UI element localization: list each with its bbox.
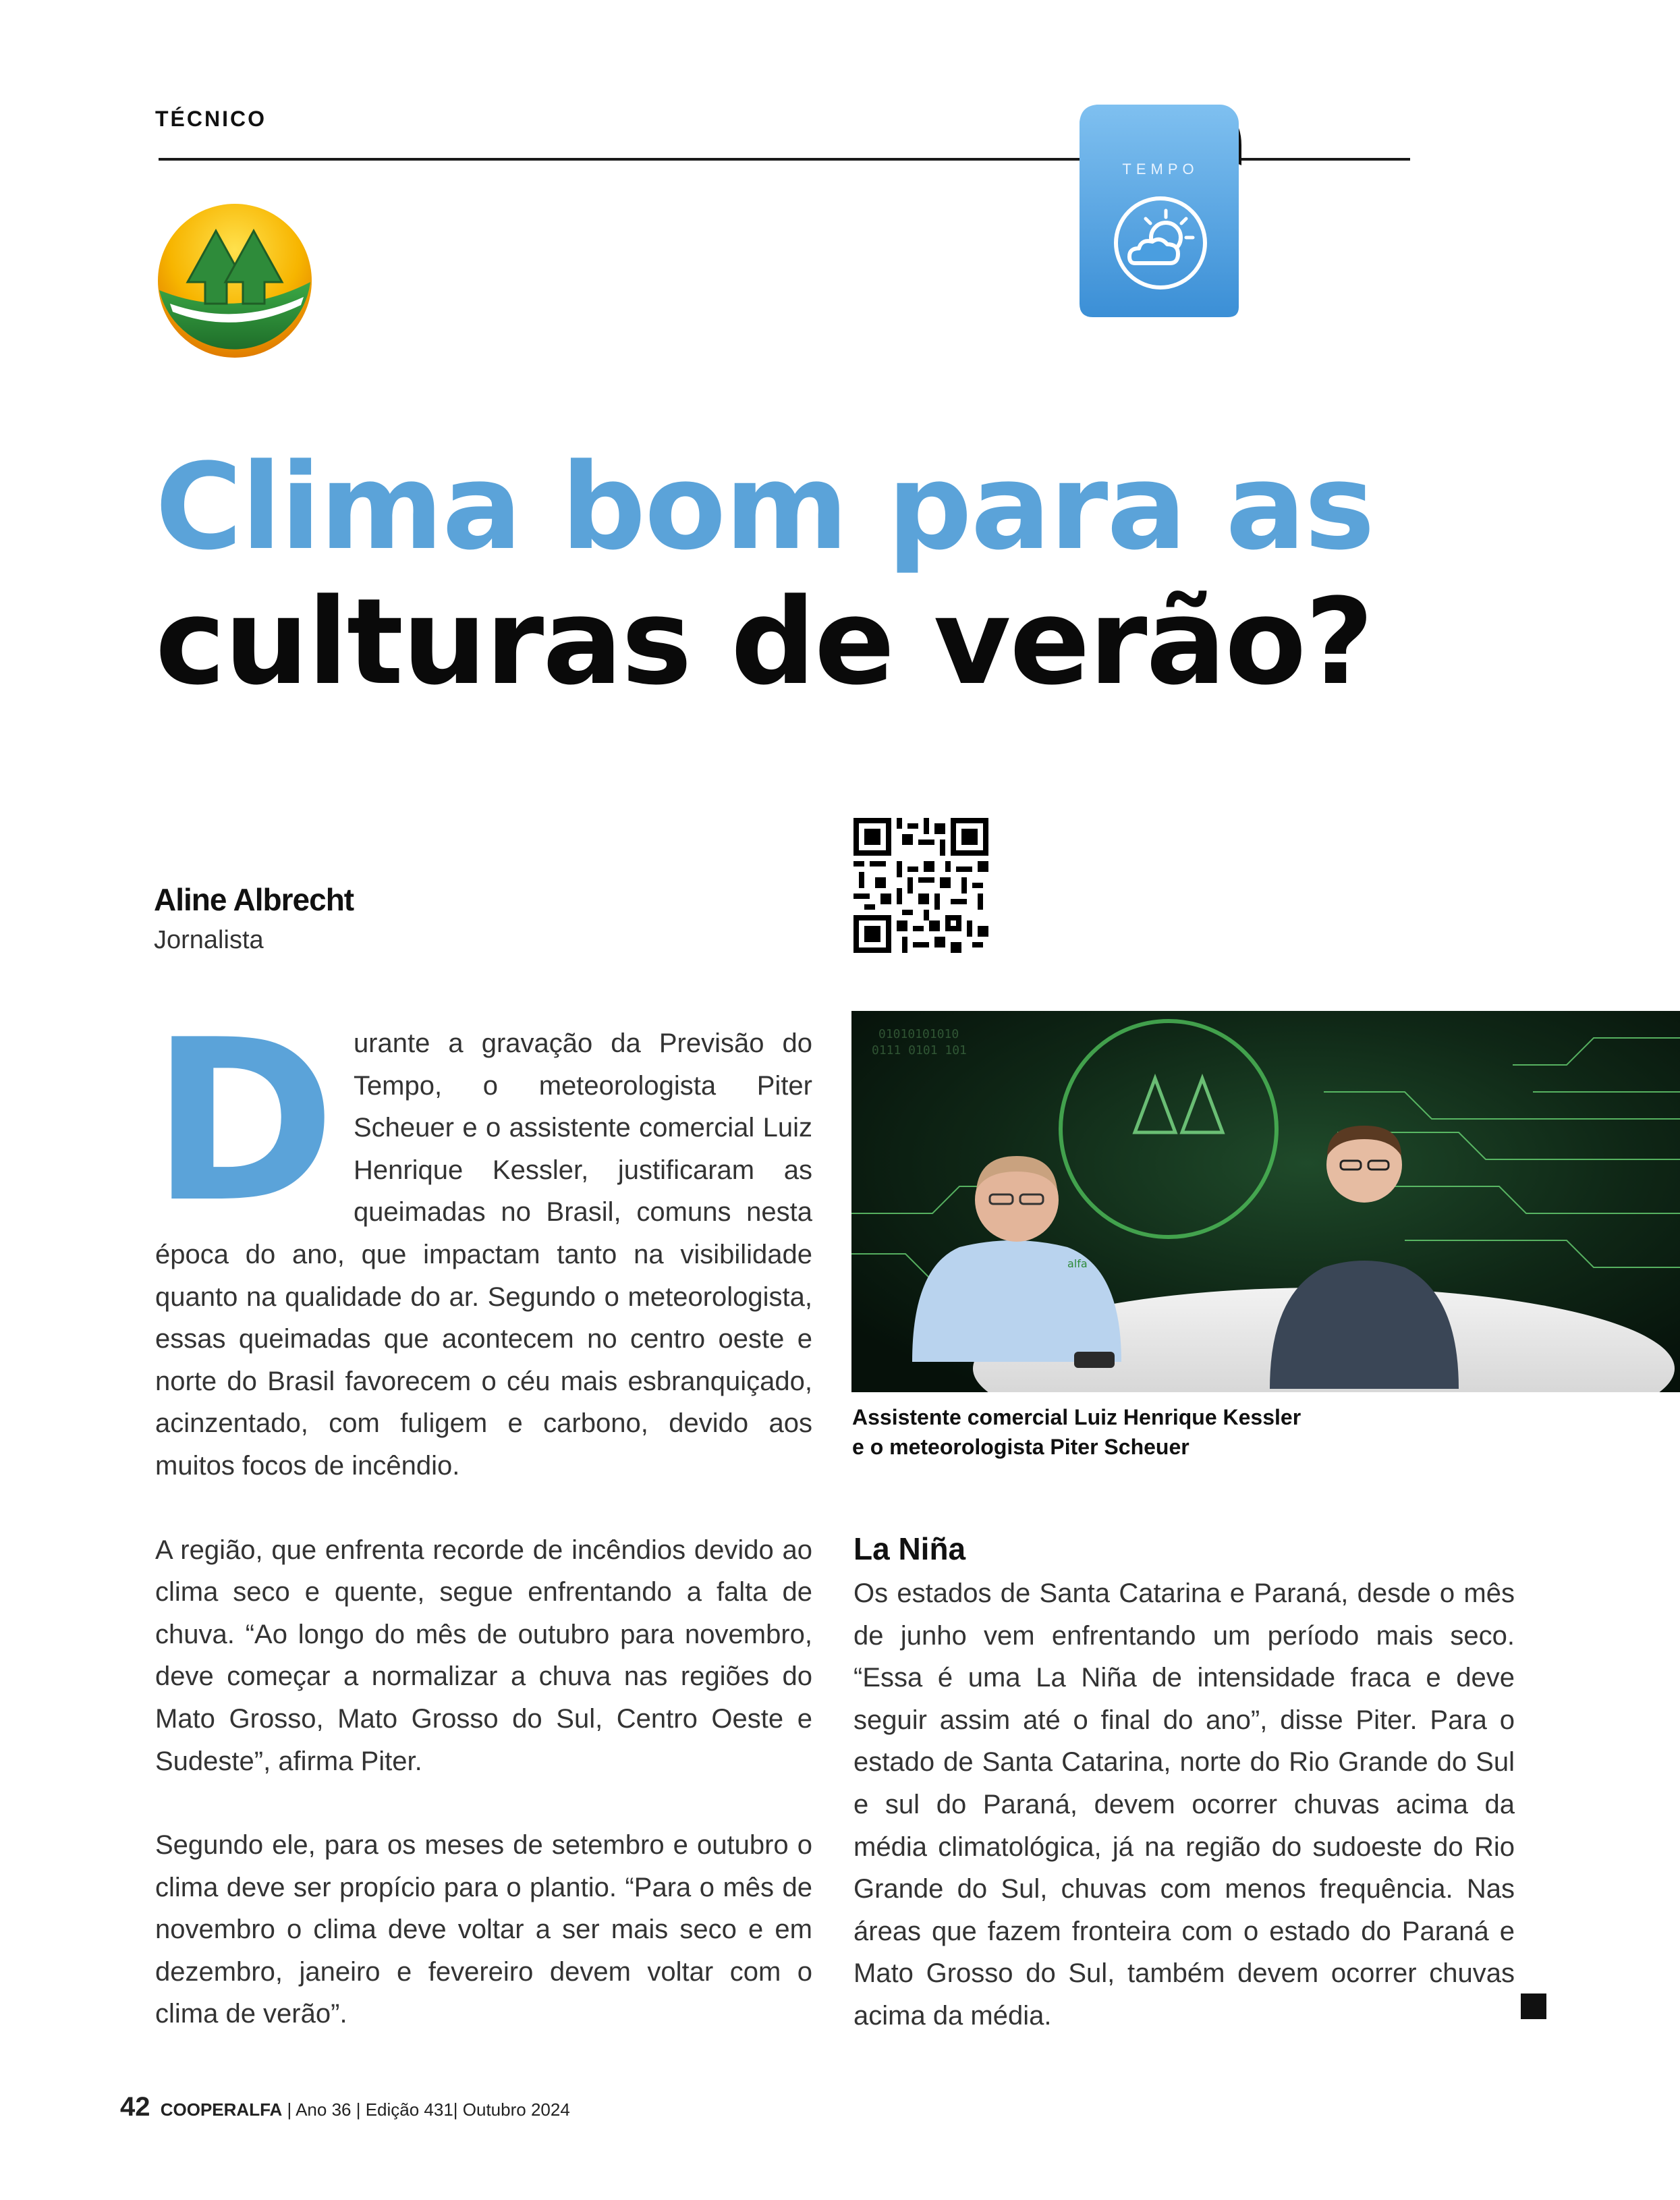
headline-line-2: culturas de verão? — [155, 573, 1373, 711]
studio-photo — [851, 1011, 1680, 1392]
photo-caption — [852, 1402, 1392, 1462]
drop-cap: D — [151, 992, 336, 1251]
author-name: Aline Albrecht — [154, 882, 354, 917]
studio-photo-illustration — [851, 1011, 1680, 1392]
article-column-left — [151, 992, 812, 2077]
qr-code[interactable] — [853, 818, 988, 953]
section-subhead: La Niña — [853, 1531, 966, 1566]
paragraph-3: Segundo ele, para os meses de setembro e outubro o clima deve ser propício para o plantio. “Para o mês de novembro o clima deve voltar a ser mais seco e em dezembro, janeiro e fevereiro devem voltar com o clima de verão”. — [155, 1830, 812, 2029]
headline — [155, 440, 1374, 710]
page-number: 42 — [120, 2092, 150, 2122]
paragraph-4: Os estados de Santa Catarina e Paraná, desde o mês de junho vem enfrentando um período mais seco. “Essa é uma La Niña de intensidade fraca e deve seguir assim até o final do ano”, disse Piter. Para o estado de Santa Catarina, norte do Rio Grande do Sul e sul do Paraná, devem ocorrer chuvas acima da média climatológica, já na região do sudoeste do Rio Grande do Sul, chuvas com menos frequência. Nas áreas que fazem fronteira com o estado do Paraná e Mato Grosso do Sul, também devem ocorrer chuvas acima da média. — [853, 1578, 1515, 2031]
cooperalfa-logo — [157, 202, 313, 359]
paragraph-1 — [151, 992, 812, 1487]
author-role: Jornalista — [154, 926, 264, 954]
magazine-name: COOPERALFA — [160, 2099, 283, 2120]
svg-text:01010101010: 01010101010 — [878, 1027, 959, 1041]
tempo-tag-label: TEMPO — [1122, 161, 1199, 177]
caption-line-1: Assistente comercial Luiz Henrique Kessler — [852, 1405, 1301, 1429]
section-label: TÉCNICO — [155, 107, 267, 131]
caption-line-2: e o meteorologista Piter Scheuer — [852, 1435, 1189, 1459]
paragraph-2: A região, que enfrenta recorde de incêndios devido ao clima seco e quente, segue enfrentando a falta de chuva. “Ao longo do mês de outubro para novembro, deve começar a normalizar a chuva nas regiões do Mato Grosso, Mato Grosso do Sul, Centro Oeste e Sudeste”, afirma Piter. — [155, 1535, 812, 1776]
page-footer — [120, 2092, 570, 2122]
edition-details: | Ano 36 | Edição 431| Outubro 2024 — [287, 2099, 570, 2120]
shirt-badge-text: alfa — [1067, 1257, 1088, 1270]
svg-text:0111 0101 101: 0111 0101 101 — [872, 1043, 967, 1057]
article-column-right — [853, 1572, 1515, 2079]
sun-cloud-icon — [1113, 196, 1208, 290]
headline-line-1: Clima bom para as — [155, 438, 1374, 576]
article-end-mark — [1521, 1993, 1546, 2019]
paragraph-1-text: urante a gravação da Previsão do Tempo, o meteorologista Piter Scheuer e o assistente comercial Luiz Henrique Kessler, justificaram as queimadas no Brasil, comuns nesta época do ano, que impactam tanto na visibilidade quanto na qualidade do ar. Segundo o meteorologista, essas queimadas que acontecem no centro oeste e norte do Brasil favorecem o céu mais esbranquiçado, acinzentado, com fuligem e carbono, devido aos muitos focos de incêndio. — [155, 1028, 812, 1481]
